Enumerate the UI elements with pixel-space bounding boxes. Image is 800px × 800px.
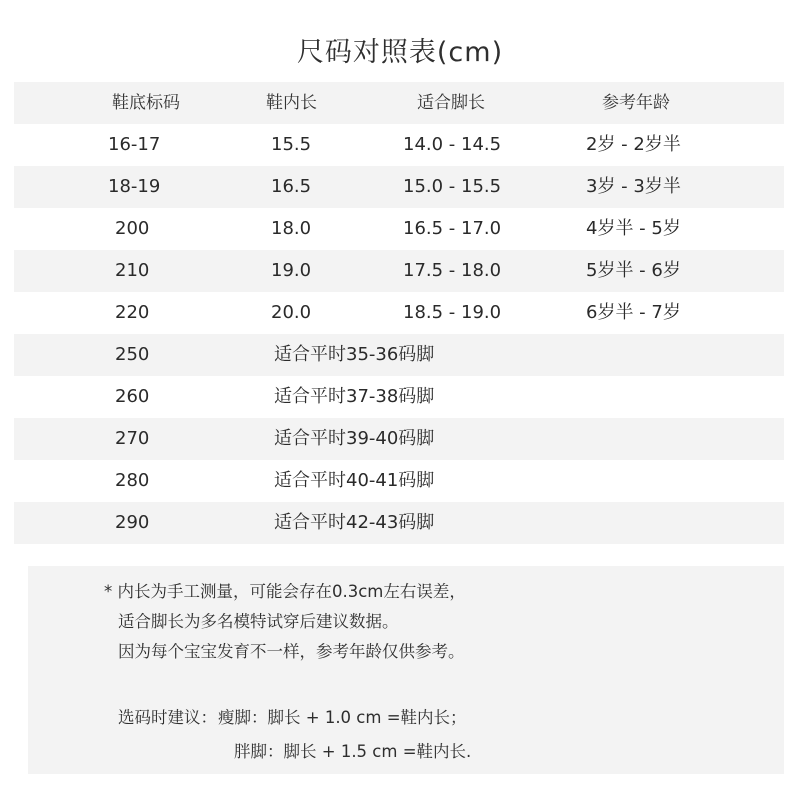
advice-wide-foot: 胖脚：脚长 + 1.5 cm =鞋内长. — [234, 742, 472, 761]
note-measurement-error: * 内长为手工测量，可能会存在0.3cm左右误差， — [104, 582, 466, 601]
header-sole-size: 鞋底标码 — [112, 93, 180, 113]
inner-length-cell: 20.0 — [271, 302, 312, 323]
notes-panel — [28, 566, 784, 774]
foot-length-cell: 15.0 - 15.5 — [403, 176, 502, 197]
sole-size-cell: 210 — [115, 260, 150, 281]
foot-length-cell: 18.5 - 19.0 — [403, 302, 502, 323]
foot-length-cell: 17.5 - 18.0 — [403, 260, 502, 281]
sole-size-cell: 16-17 — [108, 134, 161, 155]
fit-description-cell: 适合平时42-43码脚 — [274, 512, 435, 533]
sole-size-cell: 290 — [115, 512, 150, 533]
foot-length-cell: 16.5 - 17.0 — [403, 218, 502, 239]
advice-thin-foot: 瘦脚：脚长 + 1.0 cm =鞋内长； — [218, 708, 467, 727]
sole-size-cell: 280 — [115, 470, 150, 491]
sole-size-cell: 250 — [115, 344, 150, 365]
inner-length-cell: 19.0 — [271, 260, 312, 281]
sole-size-cell: 260 — [115, 386, 150, 407]
table-row — [14, 166, 784, 208]
fit-description-cell: 适合平时35-36码脚 — [274, 344, 435, 365]
age-cell: 4岁半 - 5岁 — [586, 218, 681, 239]
advice-label: 选码时建议： — [118, 708, 217, 727]
age-cell: 3岁 - 3岁半 — [586, 176, 681, 197]
inner-length-cell: 16.5 — [271, 176, 312, 197]
table-row — [14, 292, 784, 334]
sole-size-cell: 220 — [115, 302, 150, 323]
fit-description-cell: 适合平时37-38码脚 — [274, 386, 435, 407]
sole-size-cell: 270 — [115, 428, 150, 449]
header-age: 参考年龄 — [602, 93, 670, 113]
table-row — [14, 334, 784, 376]
fit-description-cell: 适合平时39-40码脚 — [274, 428, 435, 449]
foot-length-cell: 14.0 - 14.5 — [403, 134, 502, 155]
age-cell: 2岁 - 2岁半 — [586, 134, 681, 155]
header-foot-length: 适合脚长 — [417, 93, 485, 113]
inner-length-cell: 18.0 — [271, 218, 312, 239]
inner-length-cell: 15.5 — [271, 134, 312, 155]
page-title: 尺码对照表(cm) — [296, 37, 504, 68]
table-row — [14, 418, 784, 460]
note-age-reference: 因为每个宝宝发育不一样，参考年龄仅供参考。 — [118, 642, 465, 661]
age-cell: 6岁半 - 7岁 — [586, 302, 681, 323]
table-row — [14, 460, 784, 502]
sole-size-cell: 18-19 — [108, 176, 161, 197]
fit-description-cell: 适合平时40-41码脚 — [274, 470, 435, 491]
table-row — [14, 502, 784, 544]
size-table — [14, 82, 784, 544]
sole-size-cell: 200 — [115, 218, 150, 239]
table-row — [14, 376, 784, 418]
header-inner-length: 鞋内长 — [266, 93, 317, 113]
table-row — [14, 208, 784, 250]
table-header-row — [14, 82, 784, 124]
note-foot-length-source: 适合脚长为多名模特试穿后建议数据。 — [118, 612, 399, 631]
age-cell: 5岁半 - 6岁 — [586, 260, 681, 281]
table-row — [14, 124, 784, 166]
table-row — [14, 250, 784, 292]
